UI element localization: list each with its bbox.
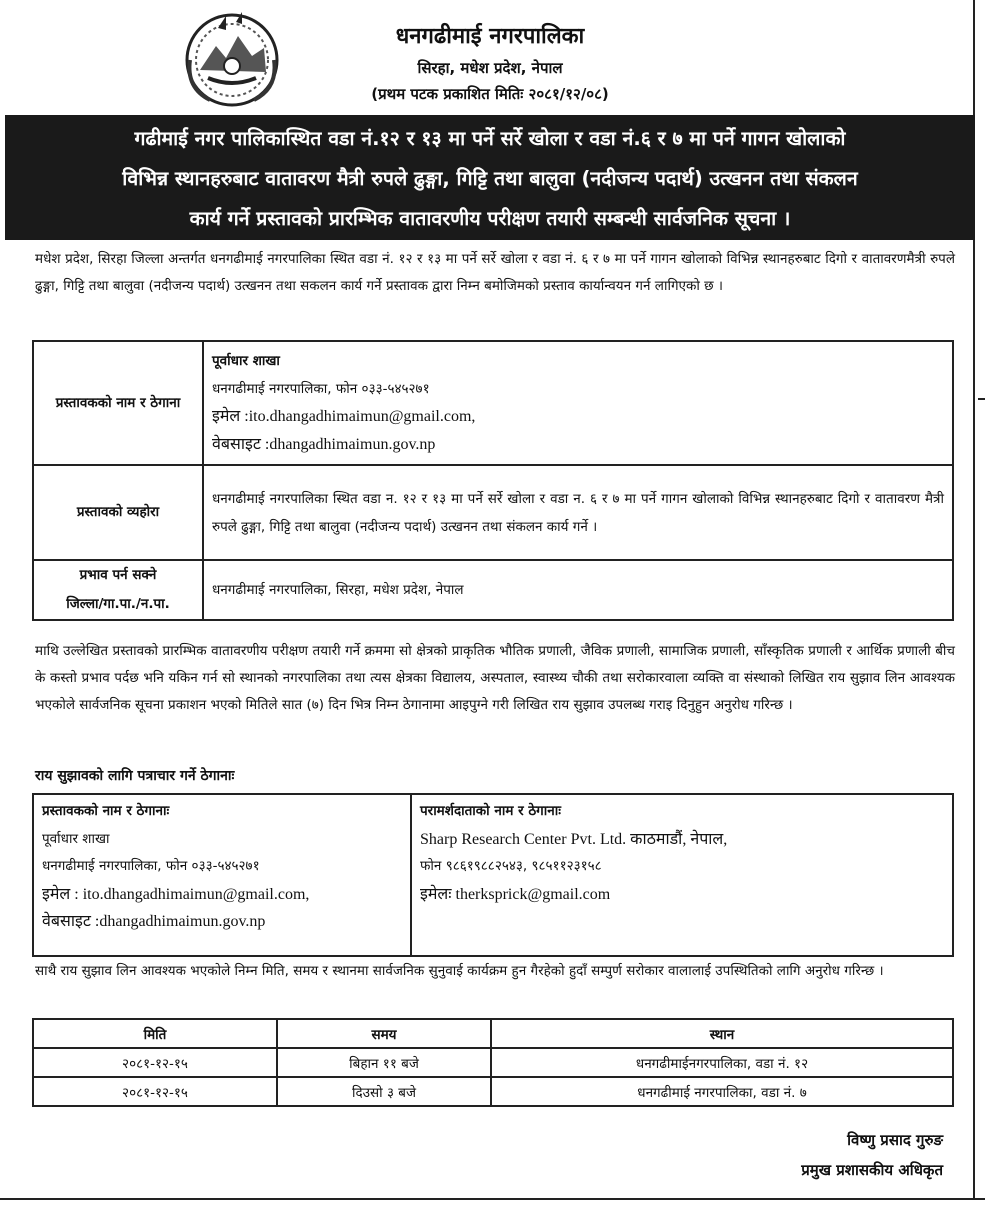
notice-header	[5, 0, 975, 115]
hearing-date: २०८१-१२-१५	[33, 1077, 277, 1106]
table-row	[33, 465, 953, 560]
proposal-table	[32, 340, 954, 621]
title-line: गढीमाई नगर पालिकास्थित वडा नं.१२ र १३ मा पर्ने सर्रे खोला र वडा नं.६ र ७ मा पर्ने गागन खोलाको	[134, 127, 846, 150]
proponent-contact-email: इमेल : ito.dhangadhimaimun@gmail.com,	[42, 885, 310, 903]
hearing-table	[32, 1018, 954, 1107]
table-row	[33, 1048, 953, 1077]
impact-label-line: प्रभाव पर्न सक्ने	[79, 567, 157, 583]
title-line: विभिन्न स्थानहरुबाट वातावरण मैत्री रुपले ढुङ्गा, गिट्टि तथा बालुवा (नदीजन्य पदार्थ) उत्खनन तथा संकलन	[122, 167, 858, 190]
table-row	[33, 1077, 953, 1106]
intro-paragraph: मधेश प्रदेश, सिरहा जिल्ला अन्तर्गत धनगढीमाई नगरपालिका स्थित वडा नं. १२ र १३ मा पर्ने सर्रे खोला र वडा नं. ६ र ७ मा पर्ने गागन खोलाको विभिन्न स्थानहरुबाट दिगो र वातावरणमैत्री रुपले ढुङ्गा, गिट्टि तथा बालुवा (नदीजन्य पदार्थ) उत्खनन तथा सकलन कार्य गर्ने प्रस्तावक द्वारा निम्न बमोजिमको प्रस्ताव कार्यान्वयन गर्न लागिएको छ ।	[35, 251, 955, 294]
title-line: कार्य गर्ने प्रस्तावको प्रारम्भिक वातावरणीय परीक्षण तयारी सम्बन्धी सार्वजनिक सूचना ।	[189, 207, 791, 230]
consultant-heading: परामर्शदाताको नाम र ठेगानाः	[420, 803, 561, 819]
proposal-text: धनगढीमाई नगरपालिका स्थित वडा न. १२ र १३ मा पर्ने सर्रे खोला र वडा न. ६ र ७ मा पर्ने गागन खोलाको विभिन्न स्थानहरुबाट दिगो र वातावरण मैत्री रुपले ढुङ्गा, गिट्टि तथा बालुवा (नदीजन्य पदार्थ) उत्खनन तथा संकलन कार्य गर्ने ।	[203, 465, 953, 560]
hearing-venue: धनगढीमाई नगरपालिका, वडा नं. ७	[491, 1077, 953, 1106]
consultant-contact	[411, 794, 953, 956]
notice-frame	[5, 0, 975, 1198]
hearing-time: दिउसो ३ बजे	[277, 1077, 491, 1106]
proponent-label: प्रस्तावकको नाम र ठेगाना	[33, 341, 203, 465]
signatory-title: प्रमुख प्रशासकीय अधिकृत	[801, 1161, 943, 1179]
body-paragraph: माथि उल्लेखित प्रस्तावको प्रारम्भिक वातावरणीय परीक्षण तयारी गर्ने क्रममा सो क्षेत्रको प्राकृतिक भौतिक प्रणाली, जैविक प्रणाली, सामाजिक प्रणाली, साँस्कृतिक प्रणाली र आर्थिक प्रणाली बीच के कस्तो प्रभाव पर्दछ भनि यकिन गर्न सो स्थानको नगरपालिका तथा त्यस क्षेत्रका विद्यालय, अस्पताल, स्वास्थ्य चौकी तथा सरोकारवाला व्यक्ति वा संस्थाको लिखित राय सुझाव लिन आवश्यक भएकोले सार्वजनिक सूचना प्रकाशन भएको मितिले सात (७) दिन भित्र निम्न ठेगानामा आइपुग्ने गरी लिखित राय सुझाव उपलब्ध गराइ दिनुहुन अनुरोध गरिन्छ ।	[35, 643, 955, 713]
published-date: (प्रथम पटक प्रकाशित मितिः २०८१/१२/०८)	[371, 85, 609, 103]
signatory-name: विष्णु प्रसाद गुरुङ	[847, 1131, 943, 1149]
table-header-row	[33, 1019, 953, 1048]
proposal-label: प्रस्तावको व्यहोरा	[33, 465, 203, 560]
contact-title: राय सुझावको लागि पत्राचार गर्ने ठेगानाः	[35, 768, 235, 784]
table-row	[33, 794, 953, 956]
org-address: सिरहा, मधेश प्रदेश, नेपाल	[417, 59, 563, 77]
proponent-phone: धनगढीमाई नगरपालिका, फोन ०३३-५४५२७१	[212, 381, 430, 397]
proponent-contact-branch: पूर्वाधार शाखा	[42, 830, 110, 847]
signature-block	[801, 1125, 943, 1185]
consultant-name: Sharp Research Center Pvt. Ltd. काठमाडौं, नेपाल,	[420, 830, 728, 848]
hearing-venue: धनगढीमाईनगरपालिका, वडा नं. १२	[491, 1048, 953, 1077]
table-row	[33, 341, 953, 465]
column-header-date: मिति	[33, 1019, 277, 1048]
impact-label-line: जिल्ला/गा.पा./न.पा.	[66, 596, 170, 612]
proponent-details	[203, 341, 953, 465]
impact-label	[33, 560, 203, 620]
hearing-paragraph: साथै राय सुझाव लिन आवश्यक भएकोले निम्न मिति, समय र स्थानमा सार्वजनिक सुनुवाई कार्यक्रम हुन गैरहेको हुदाँ सम्पुर्ण सरोकार वालालाई उपस्थितिको लागि अनुरोध गरिन्छ ।	[35, 963, 884, 979]
edge-tick	[978, 398, 985, 400]
contact-table	[32, 793, 954, 957]
hearing-time: बिहान ११ बजे	[277, 1048, 491, 1077]
proponent-website: वेबसाइट :dhangadhimaimun.gov.np	[212, 436, 436, 453]
consultant-email: इमेलः therksprick@gmail.com	[420, 885, 611, 903]
proponent-contact-heading: प्रस्तावकको नाम र ठेगानाः	[42, 803, 170, 819]
column-header-time: समय	[277, 1019, 491, 1048]
proponent-contact-website: वेबसाइट :dhangadhimaimun.gov.np	[42, 913, 266, 930]
proponent-contact	[33, 794, 411, 956]
notice-title-banner	[5, 115, 975, 240]
proponent-contact-phone: धनगढीमाई नगरपालिका, फोन ०३३-५४५२७१	[42, 858, 260, 874]
impact-text: धनगढीमाई नगरपालिका, सिरहा, मधेश प्रदेश, नेपाल	[203, 560, 953, 620]
table-row	[33, 560, 953, 620]
consultant-phone: फोन ९८६१९८८२५४३, ९८५११२३१५८	[420, 858, 602, 874]
column-header-venue: स्थान	[491, 1019, 953, 1048]
hearing-date: २०८१-१२-१५	[33, 1048, 277, 1077]
bottom-rule	[0, 1198, 985, 1200]
org-name: धनगढीमाई नगरपालिका	[395, 24, 585, 49]
proponent-email: इमेल :ito.dhangadhimaimun@gmail.com,	[212, 408, 476, 425]
proponent-branch: पूर्वाधार शाखा	[212, 353, 280, 369]
